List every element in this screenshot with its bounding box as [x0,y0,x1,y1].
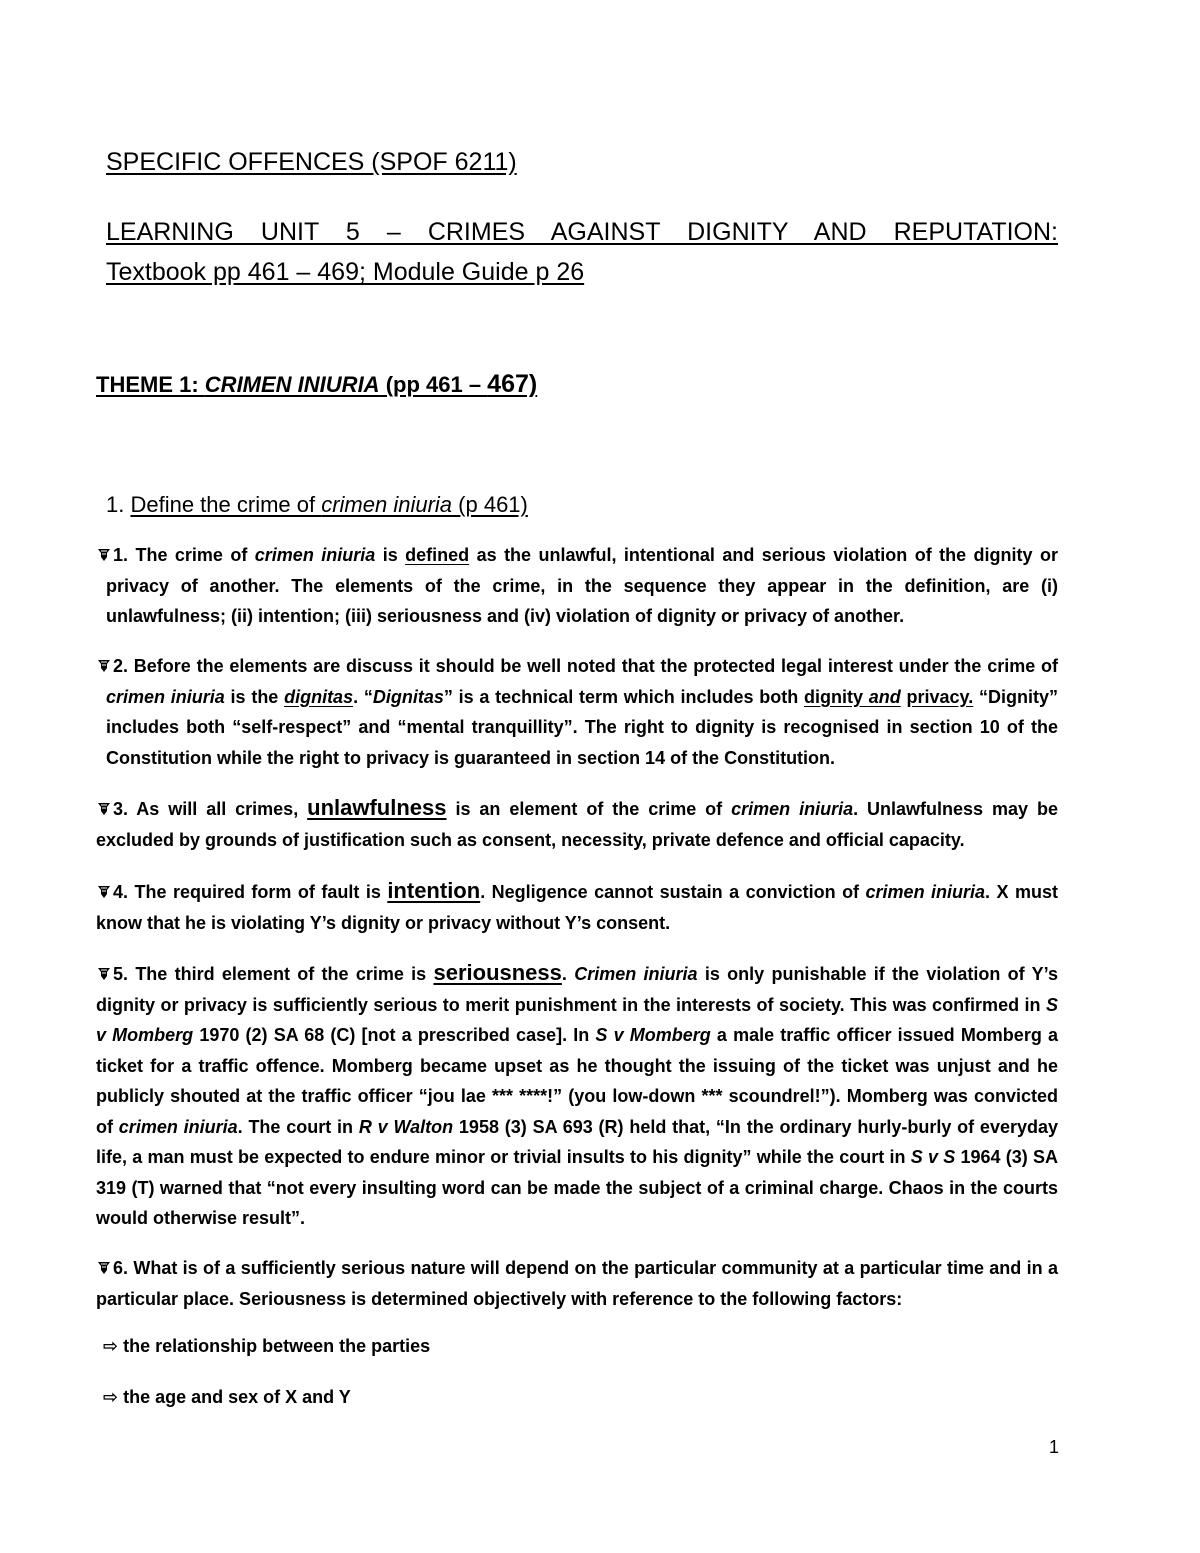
paragraph-2: 2. Before the elements are discuss it should be well noted that the protected legal interest under the crime of crimen iniuria is the dignitas. “Dignitas” is a technical term which includes both dignity and privacy. “Dignity” includes both “self-respect” and “mental tranquillity”. The right to dignity is recognised in section 10 of the Constitution while the right to privacy is guaranteed in section 14 of the Constitution. [96,651,1058,773]
thumbtack-icon [96,658,112,674]
learning-unit-heading [106,212,1058,292]
page-number: 1 [1049,1437,1060,1457]
thumbtack-icon [96,884,112,900]
thumbtack-icon [96,801,112,817]
paragraph-3: 3. As will all crimes, unlawfulness is an element of the crime of crimen iniuria. Unlawfulness may be excluded by grounds of justification such as consent, necessity, private defence and official capacity. [96,795,1058,850]
section-heading: 1. Define the crime of crimen iniuria (p 461) [106,492,528,517]
thumbtack-icon [96,547,112,563]
paragraph-1: 1. The crime of crimen iniuria is defined as the unlawful, intentional and serious violation of the dignity or privacy of another. The elements of the crime, in the sequence they appear in the definition, are (i) unlawfulness; (ii) intention; (iii) seriousness and (iv) violation of dignity or privacy of another. [96,540,1058,632]
thumbtack-icon [96,1260,112,1276]
textbook-reference: Textbook pp 461 – 469; Module Guide p 26 [106,258,585,286]
paragraph-6: 6. What is of a sufficiently serious nature will depend on the particular community at a particular time and in a particular place. Seriousness is determined objectively with reference to the following factors: [96,1258,1058,1309]
document-title: SPECIFIC OFFENCES (SPOF 6211) [106,148,517,176]
list-item: ⇨ the relationship between the parties [103,1336,431,1356]
list-item: ⇨ the age and sex of X and Y [103,1387,351,1407]
theme-heading: THEME 1: CRIMEN INIURIA (pp 461 – 467) [96,370,538,398]
paragraph-5: 5. The third element of the crime is seriousness. Crimen iniuria is only punishable if the violation of Y’s dignity or privacy is sufficiently serious to merit punishment in the interests of society. This was confirmed in S v Momberg 1970 (2) SA 68 (C) [not a prescribed case]. In S v Momberg a male traffic officer issued Momberg a ticket for a traffic offence. Momberg became upset as he thought the issuing of the ticket was unjust and he publicly shouted at the traffic officer “jou lae *** ****!” (you low-down *** scoundrel!”). Momberg was convicted of crimen iniuria. The court in R v Walton 1958 (3) SA 693 (R) held that, “In the ordinary hurly-burly of everyday life, a man must be expected to endure minor or trivial insults to his dignity” while the court in S v S 1964 (3) SA 319 (T) warned that “not every insulting word can be made the subject of a criminal charge. Chaos in the courts would otherwise result”. [96,960,1058,1228]
paragraph-4: 4. The required form of fault is intention. Negligence cannot sustain a conviction of crimen iniuria. X must know that he is violating Y’s dignity or privacy without Y’s consent. [96,878,1058,933]
thumbtack-icon [96,966,112,982]
learning-unit-title: LEARNING UNIT 5 – CRIMES AGAINST DIGNITY AND REPUTATION: [106,218,1058,246]
